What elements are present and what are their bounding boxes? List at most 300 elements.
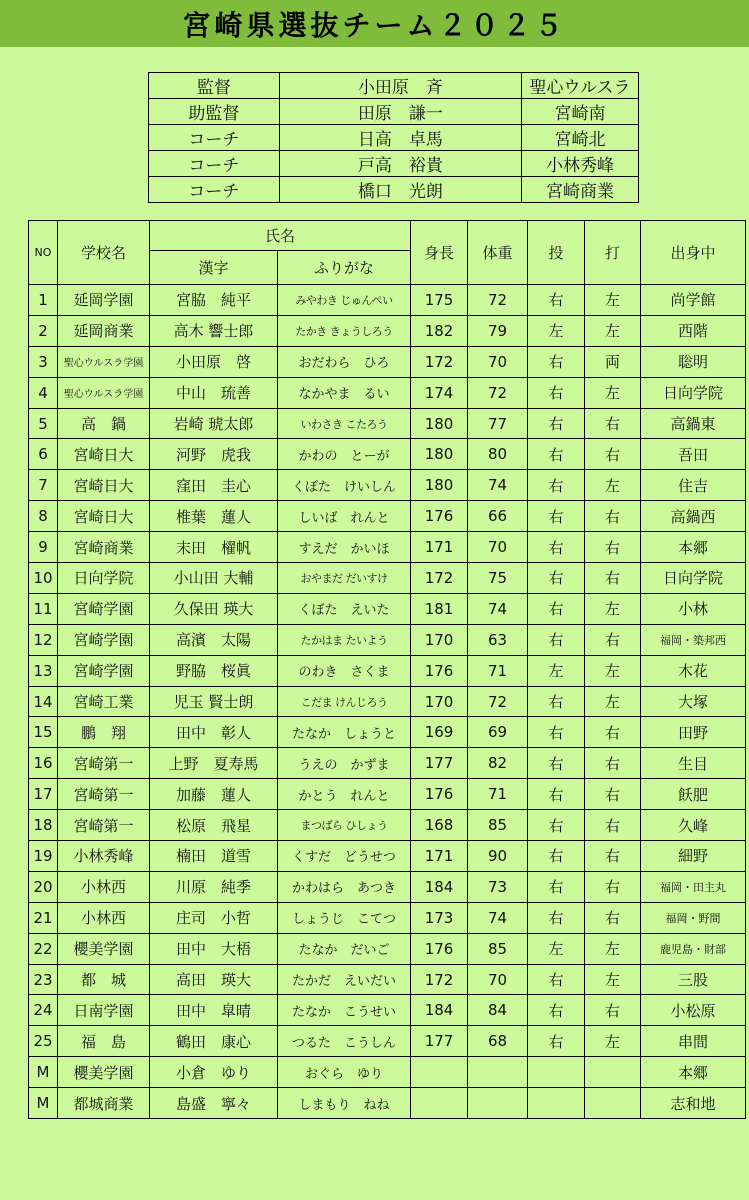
player-weight: 71	[468, 779, 528, 810]
table-row	[29, 871, 746, 902]
table-row	[29, 933, 746, 964]
player-bat	[585, 1057, 641, 1088]
staff-school: 宮崎南	[522, 99, 639, 125]
player-name-kana: のわき さくま	[278, 655, 411, 686]
player-origin: 田野	[641, 717, 746, 748]
player-bat: 右	[585, 841, 641, 872]
player-throw: 右	[528, 285, 585, 316]
player-name-kana: くすだ どうせつ	[278, 841, 411, 872]
player-origin: 小林	[641, 593, 746, 624]
player-school: 宮崎第一	[58, 748, 150, 779]
player-throw: 右	[528, 624, 585, 655]
player-height: 171	[411, 841, 468, 872]
player-name-kana: たかき きょうしろう	[278, 315, 411, 346]
player-bat: 右	[585, 779, 641, 810]
player-throw: 右	[528, 501, 585, 532]
player-throw	[528, 1057, 585, 1088]
player-origin: 本郷	[641, 1057, 746, 1088]
player-height: 169	[411, 717, 468, 748]
player-no: 22	[29, 933, 58, 964]
player-school: 宮崎学園	[58, 655, 150, 686]
player-name-kana: まつばら ひしょう	[278, 810, 411, 841]
player-throw: 右	[528, 563, 585, 594]
table-row	[29, 624, 746, 655]
staff-school: 聖心ウルスラ	[522, 73, 639, 99]
roster-table	[28, 220, 746, 1119]
player-school: 宮崎学園	[58, 624, 150, 655]
player-bat: 左	[585, 686, 641, 717]
player-name-kanji: 上野 夏寿馬	[150, 748, 278, 779]
player-weight: 70	[468, 346, 528, 377]
player-no: 17	[29, 779, 58, 810]
staff-name: 日高 卓馬	[279, 125, 521, 151]
player-origin: 住吉	[641, 470, 746, 501]
player-no: 18	[29, 810, 58, 841]
player-bat: 右	[585, 532, 641, 563]
player-name-kana: おやまだ だいすけ	[278, 563, 411, 594]
player-no: 3	[29, 346, 58, 377]
player-weight: 73	[468, 871, 528, 902]
header-throw: 投	[528, 221, 585, 285]
player-height: 182	[411, 315, 468, 346]
player-weight: 85	[468, 810, 528, 841]
player-name-kanji: 松原 飛星	[150, 810, 278, 841]
player-name-kanji: 楠田 道雪	[150, 841, 278, 872]
player-throw: 右	[528, 717, 585, 748]
player-no: 14	[29, 686, 58, 717]
player-school: 福 島	[58, 1026, 150, 1057]
player-origin: 志和地	[641, 1088, 746, 1119]
player-origin: 細野	[641, 841, 746, 872]
player-origin: 鹿児島・財部	[641, 933, 746, 964]
player-origin: 日向学院	[641, 563, 746, 594]
player-bat: 左	[585, 285, 641, 316]
player-throw: 右	[528, 439, 585, 470]
player-height: 170	[411, 624, 468, 655]
player-school: 小林秀峰	[58, 841, 150, 872]
player-weight: 77	[468, 408, 528, 439]
player-origin: 木花	[641, 655, 746, 686]
player-name-kana: みやわき じゅんぺい	[278, 285, 411, 316]
player-weight: 72	[468, 686, 528, 717]
table-row	[29, 902, 746, 933]
player-weight: 74	[468, 902, 528, 933]
player-bat: 右	[585, 717, 641, 748]
player-name-kana: しまもり ねね	[278, 1088, 411, 1119]
player-height: 176	[411, 655, 468, 686]
player-throw: 右	[528, 779, 585, 810]
player-weight: 70	[468, 532, 528, 563]
player-name-kanji: 高木 響士郎	[150, 315, 278, 346]
player-height: 180	[411, 408, 468, 439]
player-name-kanji: 宮脇 純平	[150, 285, 278, 316]
player-origin: 吾田	[641, 439, 746, 470]
player-name-kana: こだま けんじろう	[278, 686, 411, 717]
player-bat: 右	[585, 439, 641, 470]
player-no: 8	[29, 501, 58, 532]
player-height: 181	[411, 593, 468, 624]
header-bat: 打	[585, 221, 641, 285]
staff-role: コーチ	[149, 151, 280, 177]
table-row	[29, 779, 746, 810]
player-name-kanji: 児玉 賢士朗	[150, 686, 278, 717]
player-no: 6	[29, 439, 58, 470]
staff-school: 小林秀峰	[522, 151, 639, 177]
player-school: 宮崎日大	[58, 501, 150, 532]
player-no: 23	[29, 964, 58, 995]
player-height: 176	[411, 779, 468, 810]
player-throw	[528, 1088, 585, 1119]
player-throw: 左	[528, 655, 585, 686]
player-name-kana: おだわら ひろ	[278, 346, 411, 377]
player-bat: 右	[585, 748, 641, 779]
player-origin: 本郷	[641, 532, 746, 563]
player-throw: 右	[528, 1026, 585, 1057]
player-height: 184	[411, 995, 468, 1026]
staff-school: 宮崎北	[522, 125, 639, 151]
player-weight: 72	[468, 285, 528, 316]
player-no: 4	[29, 377, 58, 408]
player-school: 小林西	[58, 902, 150, 933]
staff-name: 小田原 斉	[279, 73, 521, 99]
player-height: 173	[411, 902, 468, 933]
player-throw: 右	[528, 408, 585, 439]
player-weight	[468, 1088, 528, 1119]
player-name-kana: たなか だいご	[278, 933, 411, 964]
header-kanji: 漢字	[150, 251, 278, 285]
player-height: 176	[411, 933, 468, 964]
player-throw: 右	[528, 810, 585, 841]
player-name-kanji: 久保田 瑛大	[150, 593, 278, 624]
player-name-kana: しょうじ こてつ	[278, 902, 411, 933]
player-no: 15	[29, 717, 58, 748]
table-row	[29, 748, 746, 779]
player-school: 宮崎日大	[58, 470, 150, 501]
player-weight: 90	[468, 841, 528, 872]
player-weight: 69	[468, 717, 528, 748]
player-name-kana: かとう れんと	[278, 779, 411, 810]
staff-role: 監督	[149, 73, 280, 99]
player-no: 21	[29, 902, 58, 933]
player-height: 180	[411, 470, 468, 501]
player-school: 宮崎商業	[58, 532, 150, 563]
player-school: 宮崎第一	[58, 779, 150, 810]
player-school: 都城商業	[58, 1088, 150, 1119]
player-height: 170	[411, 686, 468, 717]
player-no: 10	[29, 563, 58, 594]
player-no: 5	[29, 408, 58, 439]
player-bat: 左	[585, 593, 641, 624]
header-weight: 体重	[468, 221, 528, 285]
player-name-kana: しいば れんと	[278, 501, 411, 532]
player-name-kana: たかはま たいよう	[278, 624, 411, 655]
player-weight: 74	[468, 593, 528, 624]
player-throw: 右	[528, 871, 585, 902]
roster-header-row	[29, 221, 746, 251]
player-origin: 三股	[641, 964, 746, 995]
player-no: M	[29, 1057, 58, 1088]
table-row	[29, 686, 746, 717]
player-height: 171	[411, 532, 468, 563]
player-school: 宮崎第一	[58, 810, 150, 841]
header-school: 学校名	[58, 221, 150, 285]
table-row	[29, 501, 746, 532]
player-throw: 左	[528, 933, 585, 964]
player-school: 櫻美学園	[58, 933, 150, 964]
player-school: 日向学院	[58, 563, 150, 594]
player-origin: 福岡・田主丸	[641, 871, 746, 902]
player-weight: 80	[468, 439, 528, 470]
player-bat: 右	[585, 902, 641, 933]
table-row	[29, 995, 746, 1026]
player-throw: 左	[528, 315, 585, 346]
player-weight: 74	[468, 470, 528, 501]
player-name-kanji: 河野 虎我	[150, 439, 278, 470]
table-row	[29, 563, 746, 594]
table-row	[29, 655, 746, 686]
table-row	[29, 315, 746, 346]
staff-role: 助監督	[149, 99, 280, 125]
player-bat: 右	[585, 408, 641, 439]
player-weight: 71	[468, 655, 528, 686]
staff-name: 橋口 光朗	[279, 177, 521, 203]
player-weight: 79	[468, 315, 528, 346]
player-name-kanji: 加藤 蓮人	[150, 779, 278, 810]
player-school: 宮崎工業	[58, 686, 150, 717]
player-no: 20	[29, 871, 58, 902]
player-bat: 左	[585, 470, 641, 501]
player-bat: 両	[585, 346, 641, 377]
player-name-kana: おぐら ゆり	[278, 1057, 411, 1088]
player-origin: 大塚	[641, 686, 746, 717]
player-bat: 左	[585, 933, 641, 964]
player-school: 宮崎学園	[58, 593, 150, 624]
player-height: 172	[411, 346, 468, 377]
staff-row	[149, 73, 639, 99]
player-school: 延岡学園	[58, 285, 150, 316]
player-height: 174	[411, 377, 468, 408]
player-name-kanji: 野脇 桜眞	[150, 655, 278, 686]
player-weight: 70	[468, 964, 528, 995]
header-no: NO	[29, 221, 58, 285]
table-row	[29, 841, 746, 872]
player-weight: 82	[468, 748, 528, 779]
player-school: 高 鍋	[58, 408, 150, 439]
player-bat: 左	[585, 315, 641, 346]
player-name-kanji: 小田原 啓	[150, 346, 278, 377]
player-bat: 左	[585, 377, 641, 408]
table-row	[29, 377, 746, 408]
player-no: 25	[29, 1026, 58, 1057]
player-bat: 右	[585, 624, 641, 655]
player-bat: 左	[585, 964, 641, 995]
staff-school: 宮崎商業	[522, 177, 639, 203]
player-name-kanji: 田中 彰人	[150, 717, 278, 748]
player-bat: 右	[585, 871, 641, 902]
player-weight: 66	[468, 501, 528, 532]
player-name-kana: かわはら あつき	[278, 871, 411, 902]
player-origin: 高鍋東	[641, 408, 746, 439]
player-name-kanji: 小倉 ゆり	[150, 1057, 278, 1088]
player-weight: 75	[468, 563, 528, 594]
player-origin: 高鍋西	[641, 501, 746, 532]
player-no: 12	[29, 624, 58, 655]
player-school: 日南学園	[58, 995, 150, 1026]
header-name: 氏名	[150, 221, 411, 251]
player-school: 宮崎日大	[58, 439, 150, 470]
player-no: 13	[29, 655, 58, 686]
player-name-kana: うえの かずま	[278, 748, 411, 779]
player-name-kanji: 鶴田 康心	[150, 1026, 278, 1057]
player-name-kanji: 川原 純季	[150, 871, 278, 902]
header-height: 身長	[411, 221, 468, 285]
player-throw: 右	[528, 593, 585, 624]
table-row	[29, 439, 746, 470]
table-row	[29, 593, 746, 624]
player-height: 175	[411, 285, 468, 316]
player-school: 延岡商業	[58, 315, 150, 346]
player-bat: 左	[585, 1026, 641, 1057]
player-bat: 右	[585, 501, 641, 532]
table-row	[29, 810, 746, 841]
player-school: 鵬 翔	[58, 717, 150, 748]
player-throw: 右	[528, 995, 585, 1026]
title-bar	[0, 0, 749, 47]
player-no: 11	[29, 593, 58, 624]
table-row	[29, 964, 746, 995]
table-row	[29, 532, 746, 563]
player-name-kanji: 高濱 太陽	[150, 624, 278, 655]
player-no: 24	[29, 995, 58, 1026]
player-name-kanji: 高田 瑛大	[150, 964, 278, 995]
player-name-kana: くぼた えいた	[278, 593, 411, 624]
player-origin: 聡明	[641, 346, 746, 377]
player-name-kana: いわさき こたろう	[278, 408, 411, 439]
player-throw: 右	[528, 470, 585, 501]
player-no: 1	[29, 285, 58, 316]
player-name-kanji: 庄司 小哲	[150, 902, 278, 933]
player-name-kanji: 田中 皐晴	[150, 995, 278, 1026]
player-weight: 84	[468, 995, 528, 1026]
player-origin: 久峰	[641, 810, 746, 841]
staff-row	[149, 151, 639, 177]
player-no: 19	[29, 841, 58, 872]
staff-row	[149, 125, 639, 151]
player-bat: 右	[585, 810, 641, 841]
player-height: 177	[411, 748, 468, 779]
player-name-kana: つるた こうしん	[278, 1026, 411, 1057]
table-row	[29, 1088, 746, 1119]
staff-role: コーチ	[149, 125, 280, 151]
player-no: 2	[29, 315, 58, 346]
staff-role: コーチ	[149, 177, 280, 203]
staff-row	[149, 99, 639, 125]
player-origin: 串間	[641, 1026, 746, 1057]
player-no: M	[29, 1088, 58, 1119]
player-no: 16	[29, 748, 58, 779]
player-school: 聖心ウルスラ学園	[58, 346, 150, 377]
player-bat: 右	[585, 563, 641, 594]
player-height: 180	[411, 439, 468, 470]
player-name-kana: すえだ かいほ	[278, 532, 411, 563]
player-weight: 85	[468, 933, 528, 964]
player-origin: 日向学院	[641, 377, 746, 408]
player-weight: 72	[468, 377, 528, 408]
player-weight	[468, 1057, 528, 1088]
table-row	[29, 285, 746, 316]
table-row	[29, 717, 746, 748]
player-height	[411, 1088, 468, 1119]
table-row	[29, 346, 746, 377]
player-height: 184	[411, 871, 468, 902]
player-weight: 68	[468, 1026, 528, 1057]
player-origin: 飫肥	[641, 779, 746, 810]
player-origin: 福岡・築邦西	[641, 624, 746, 655]
player-throw: 右	[528, 532, 585, 563]
player-origin: 生目	[641, 748, 746, 779]
player-throw: 右	[528, 748, 585, 779]
player-origin: 尚学館	[641, 285, 746, 316]
player-bat: 左	[585, 655, 641, 686]
player-school: 都 城	[58, 964, 150, 995]
player-name-kana: くぼた けいしん	[278, 470, 411, 501]
player-throw: 右	[528, 902, 585, 933]
player-origin: 小松原	[641, 995, 746, 1026]
player-school: 聖心ウルスラ学園	[58, 377, 150, 408]
player-name-kana: たかだ えいだい	[278, 964, 411, 995]
header-origin: 出身中	[641, 221, 746, 285]
player-school: 小林西	[58, 871, 150, 902]
staff-name: 戸高 裕貴	[279, 151, 521, 177]
staff-table	[148, 72, 639, 203]
player-height: 172	[411, 964, 468, 995]
player-name-kanji: 小山田 大輔	[150, 563, 278, 594]
player-name-kana: なかやま るい	[278, 377, 411, 408]
table-row	[29, 1057, 746, 1088]
player-name-kana: たなか しょうと	[278, 717, 411, 748]
header-furigana: ふりがな	[278, 251, 411, 285]
player-throw: 右	[528, 377, 585, 408]
player-no: 7	[29, 470, 58, 501]
staff-name: 田原 謙一	[279, 99, 521, 125]
player-no: 9	[29, 532, 58, 563]
player-height: 176	[411, 501, 468, 532]
staff-row	[149, 177, 639, 203]
player-name-kanji: 椎葉 蓮人	[150, 501, 278, 532]
player-height	[411, 1057, 468, 1088]
table-row	[29, 408, 746, 439]
player-school: 櫻美学園	[58, 1057, 150, 1088]
player-throw: 右	[528, 964, 585, 995]
player-bat	[585, 1088, 641, 1119]
player-name-kanji: 窪田 圭心	[150, 470, 278, 501]
player-name-kana: かわの とーが	[278, 439, 411, 470]
player-name-kana: たなか こうせい	[278, 995, 411, 1026]
player-name-kanji: 末田 櫂帆	[150, 532, 278, 563]
player-throw: 右	[528, 346, 585, 377]
player-name-kanji: 岩崎 琥太郎	[150, 408, 278, 439]
player-weight: 63	[468, 624, 528, 655]
player-height: 168	[411, 810, 468, 841]
player-name-kanji: 田中 大梧	[150, 933, 278, 964]
player-throw: 右	[528, 686, 585, 717]
player-name-kanji: 島盛 寧々	[150, 1088, 278, 1119]
player-name-kanji: 中山 琉善	[150, 377, 278, 408]
table-row	[29, 470, 746, 501]
player-bat: 右	[585, 995, 641, 1026]
table-row	[29, 1026, 746, 1057]
player-origin: 西階	[641, 315, 746, 346]
